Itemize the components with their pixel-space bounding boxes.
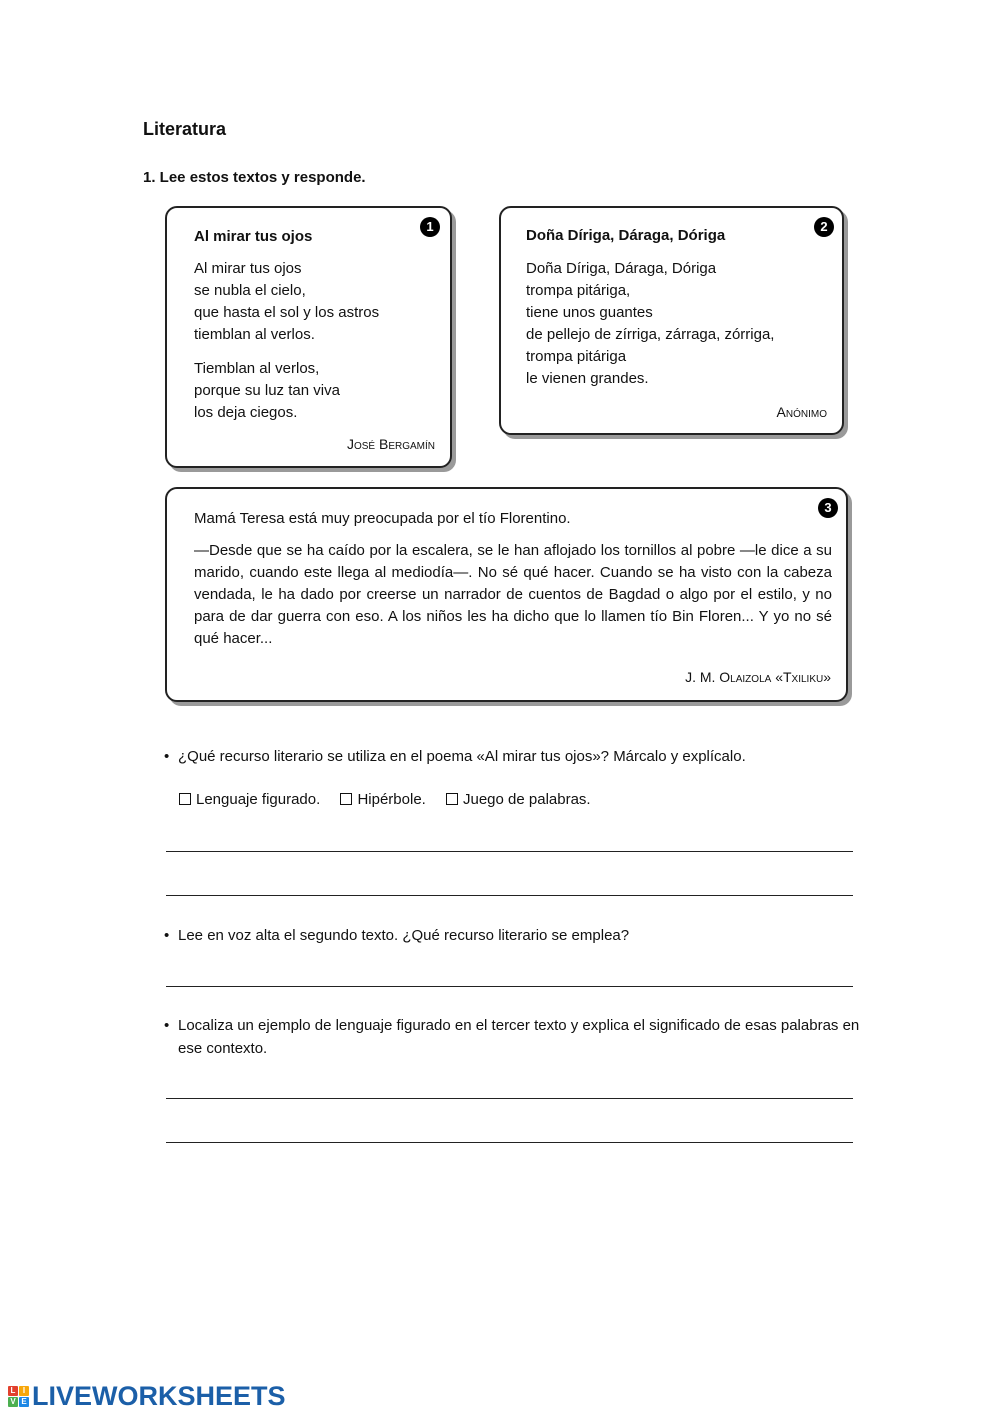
- text-box-1: [165, 206, 452, 468]
- option-label: Lenguaje figurado.: [196, 791, 321, 808]
- question-2: [164, 924, 858, 947]
- logo-text: LIVEWORKSHEETS: [32, 1380, 286, 1411]
- poem-1-stanza-2: [194, 358, 340, 424]
- prose-dialogue: —Desde que se ha caído por la escalera, se le han aflojado los tornillos al pobre —le dice a su marido, cuando este llega al mediodía—. No sé qué hacer. Cuando se ha visto con la cabeza vendada, le ha dado por creerse un narrador de cuentos de Bagdad o algo por el estilo, y no para de dar guerra con eso. A los niños les ha dicho que lo llamen tío Bin Floren... Y yo no sé qué hacer...: [194, 542, 832, 647]
- question-3: [164, 1014, 860, 1060]
- poem-2-stanza-1: [526, 258, 774, 390]
- author-1: José Bergamín: [346, 436, 435, 452]
- verse: tiene unos guantes: [526, 304, 653, 321]
- question-2-text: Lee en voz alta el segundo texto. ¿Qué recurso literario se emplea?: [178, 927, 630, 944]
- answer-line-3a[interactable]: [166, 1098, 853, 1099]
- logo-letter: L: [8, 1386, 18, 1396]
- verse: los deja ciegos.: [194, 404, 298, 421]
- bullet-dot: •: [164, 748, 170, 765]
- verse: Tiemblan al verlos,: [194, 360, 320, 377]
- liveworksheets-logo[interactable]: [8, 1381, 286, 1411]
- verse: se nubla el cielo,: [194, 282, 306, 299]
- number-badge-2: 2: [814, 217, 834, 237]
- logo-letter: V: [8, 1397, 18, 1407]
- option-label: Hipérbole.: [357, 791, 426, 808]
- verse: porque su luz tan viva: [194, 382, 340, 399]
- prose-text-3: [194, 508, 832, 650]
- answer-line-2[interactable]: [166, 986, 853, 987]
- bullet-dot: •: [164, 927, 170, 944]
- exercise-instruction: 1. Lee estos textos y responde.: [143, 169, 366, 186]
- question-1-text: ¿Qué recurso literario se utiliza en el poema «Al mirar tus ojos»? Márcalo y explícalo.: [178, 748, 746, 765]
- question-1-options: [179, 791, 607, 808]
- number-badge-3: 3: [818, 498, 838, 518]
- author-2: Anónimo: [776, 404, 827, 420]
- verse: Al mirar tus ojos: [194, 260, 302, 277]
- logo-letter: I: [19, 1386, 29, 1396]
- answer-line-1b[interactable]: [166, 895, 853, 896]
- bullet-dot: •: [164, 1017, 170, 1034]
- poem-1-stanza-1: [194, 258, 379, 346]
- checkbox-icon[interactable]: [179, 793, 191, 805]
- verse: de pellejo de zírriga, zárraga, zórriga,: [526, 326, 775, 343]
- answer-line-3b[interactable]: [166, 1142, 853, 1143]
- poem-title-2: Doña Díriga, Dáraga, Dóriga: [526, 227, 726, 244]
- text-box-3: [165, 487, 848, 702]
- logo-letter: E: [19, 1397, 29, 1407]
- verse: le vienen grandes.: [526, 370, 649, 387]
- option-hiperbole[interactable]: [340, 791, 425, 808]
- verse: que hasta el sol y los astros: [194, 304, 380, 321]
- author-3: J. M. Olaizola «Txiliku»: [685, 669, 831, 685]
- option-juego-de-palabras[interactable]: [446, 791, 591, 808]
- verse: Doña Díriga, Dáraga, Dóriga: [526, 260, 717, 277]
- question-1: [164, 745, 858, 768]
- checkbox-icon[interactable]: [340, 793, 352, 805]
- section-title: Literatura: [143, 119, 227, 139]
- question-3-text: Localiza un ejemplo de lenguaje figurado en el tercer texto y explica el significado de esas palabras en ese contexto.: [178, 1017, 860, 1057]
- verse: tiemblan al verlos.: [194, 326, 315, 343]
- verse: trompa pitáriga,: [526, 282, 631, 299]
- option-label: Juego de palabras.: [463, 791, 591, 808]
- checkbox-icon[interactable]: [446, 793, 458, 805]
- option-lenguaje-figurado[interactable]: [179, 791, 320, 808]
- prose-intro: Mamá Teresa está muy preocupada por el tío Florentino.: [194, 510, 571, 527]
- poem-title-1: Al mirar tus ojos: [194, 228, 313, 245]
- verse: trompa pitáriga: [526, 348, 627, 365]
- logo-mark-icon: [8, 1386, 29, 1407]
- text-box-2: [499, 206, 844, 435]
- answer-line-1a[interactable]: [166, 851, 853, 852]
- number-badge-1: 1: [420, 217, 440, 237]
